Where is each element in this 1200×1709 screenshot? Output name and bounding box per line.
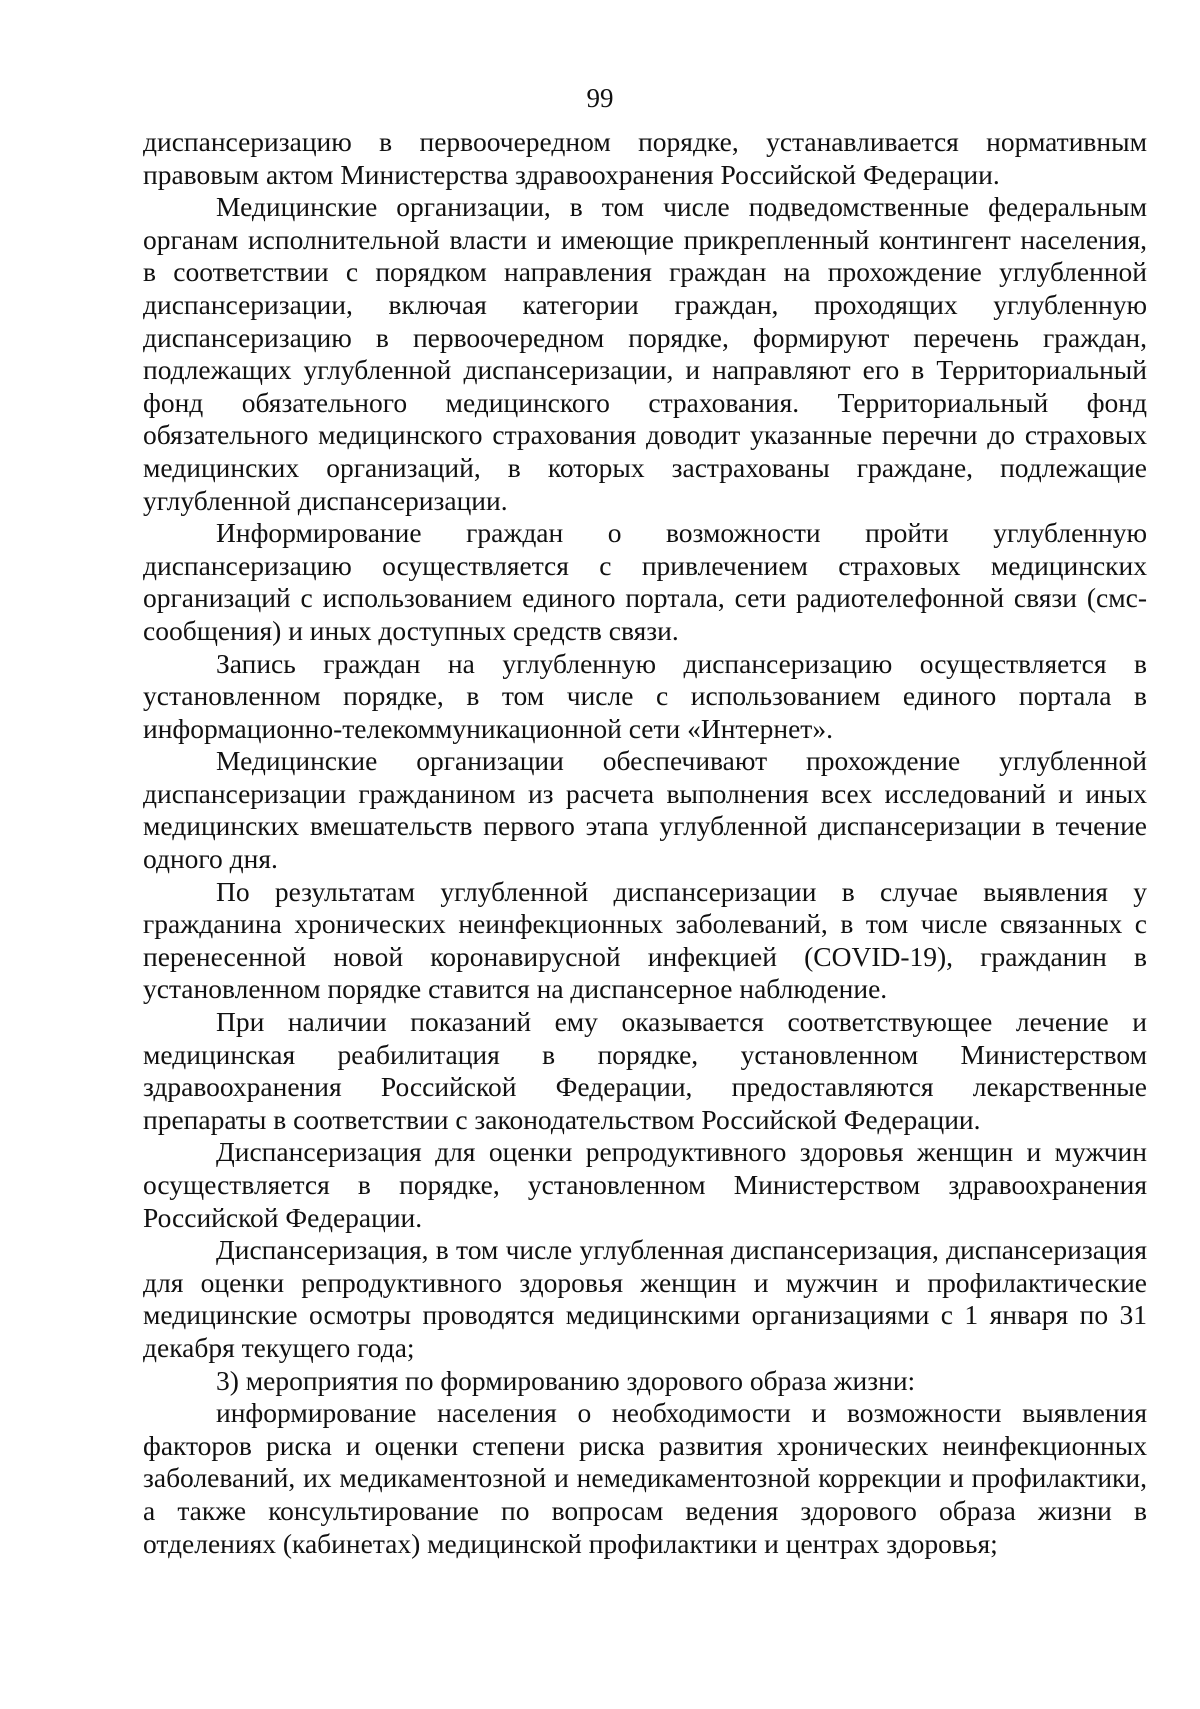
paragraph-medical-organizations-lists: Медицинские организации, в том числе подведомственные федеральным органам исполнительной власти и имеющие прикрепленный контингент населения, в соответствии с порядком направления граждан на прохождение углубленной диспансеризации, включая категории граждан, проходящих углубленную диспансеризацию в первоочередном порядке, формируют перечень граждан, подлежащих углубленной диспансеризации, и направляют его в Территориальный фонд обязательного медицинского страхования. Территориальный фонд обязательного медицинского страхования доводит указанные перечни до страховых медицинских организаций, в которых застрахованы граждане, подлежащие углубленной диспансеризации.	[143, 191, 1147, 516]
paragraph-continuation: диспансеризацию в первоочередном порядке, устанавливается нормативным правовым актом Министерства здравоохранения Российской Федерации.	[143, 126, 1147, 190]
paragraph-schedule: Диспансеризация, в том числе углубленная диспансеризация, диспансеризация для оценки репродуктивного здоровья женщин и мужчин и профилактические медицинские осмотры проводятся медицинскими организациями с 1 января по 31 декабря текущего года;	[143, 1234, 1147, 1363]
paragraph-healthy-lifestyle-heading: 3) мероприятия по формированию здорового образа жизни:	[216, 1364, 916, 1396]
page-number: 99	[586, 83, 614, 113]
document-body	[143, 126, 1147, 1560]
paragraph-registration: Запись граждан на углубленную диспансеризацию осуществляется в установленном порядке, в том числе с использованием единого портала в информационно-телекоммуникационной сети «Интернет».	[143, 647, 1147, 744]
paragraph-informing-citizens: Информирование граждан о возможности пройти углубленную диспансеризацию осуществляется с привлечением страховых медицинских организаций с использованием единого портала, сети радиотелефонной связи (смс-сообщения) и иных доступных средств связи.	[143, 517, 1147, 646]
paragraph-informing-population: информирование населения о необходимости и возможности выявления факторов риска и оценки степени риска развития хронических неинфекционных заболеваний, их медикаментозной и немедикаментозной коррекции и профилактики, а также консультирование по вопросам ведения здорового образа жизни в отделениях (кабинетах) медицинской профилактики и центрах здоровья;	[143, 1397, 1147, 1559]
paragraph-dispensary-observation: По результатам углубленной диспансеризации в случае выявления у гражданина хронических неинфекционных заболеваний, в том числе связанных с перенесенной новой коронавирусной инфекцией (COVID-19), гражданин в установленном порядке ставится на диспансерное наблюдение.	[143, 875, 1147, 1005]
paragraph-treatment-rehabilitation: При наличии показаний ему оказывается соответствующее лечение и медицинская реабилитация в порядке, установленном Министерством здравоохранения Российской Федерации, предоставляются лекарственные препараты в соответствии с законодательством Российской Федерации.	[143, 1006, 1147, 1135]
paragraph-one-day-completion: Медицинские организации обеспечивают прохождение углубленной диспансеризации гражданином из расчета выполнения всех исследований и иных медицинских вмешательств первого этапа углубленной диспансеризации в течение одного дня.	[143, 745, 1147, 875]
paragraph-reproductive-health: Диспансеризация для оценки репродуктивного здоровья женщин и мужчин осуществляется в порядке, установленном Министерством здравоохранения Российской Федерации.	[143, 1136, 1147, 1233]
